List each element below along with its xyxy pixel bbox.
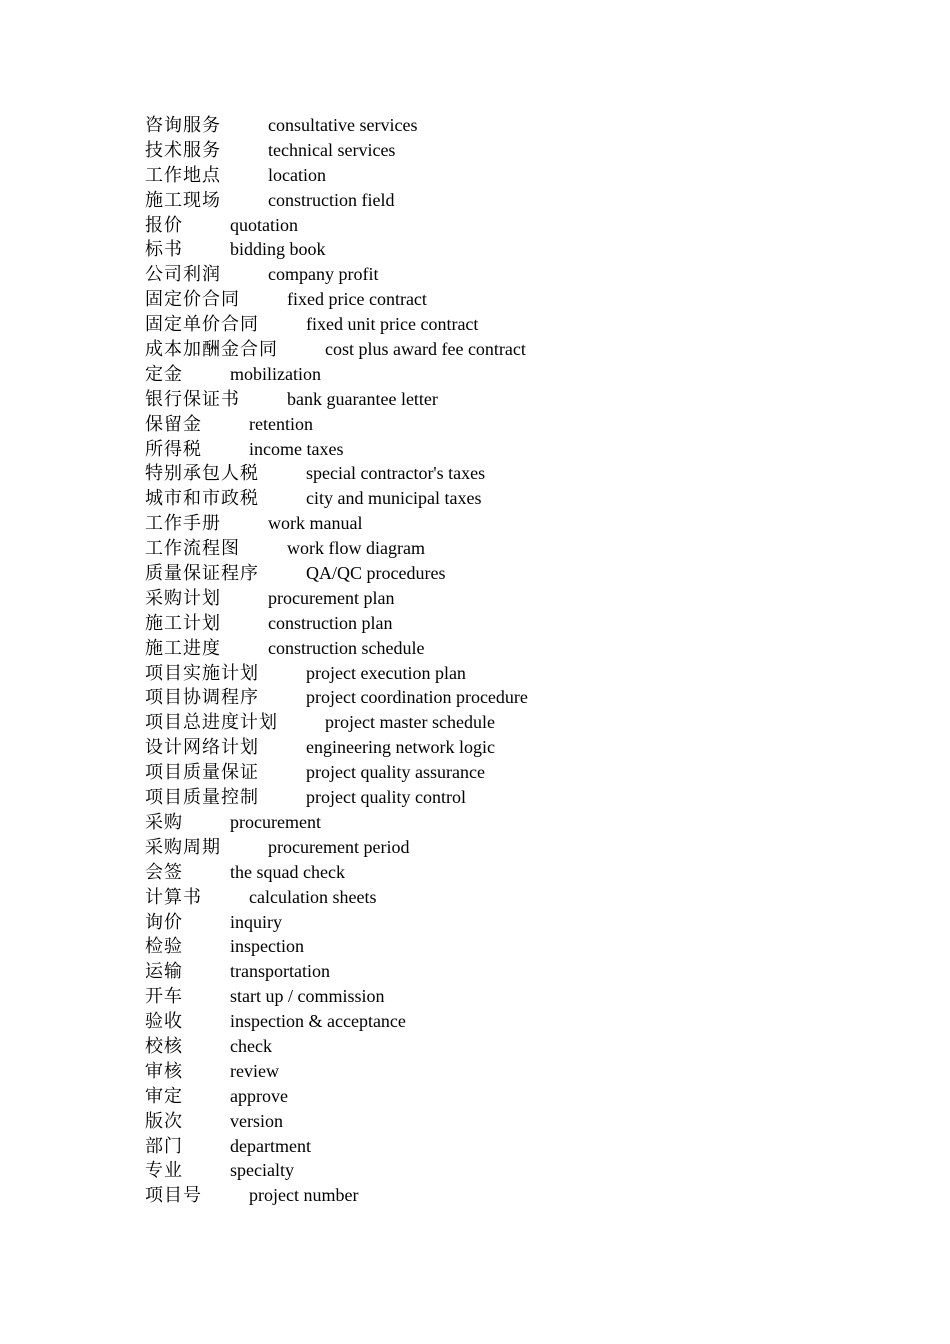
- chinese-term: 公司利润: [145, 264, 221, 286]
- english-term: mobilization: [230, 363, 321, 384]
- chinese-term: 开车: [145, 986, 183, 1008]
- glossary-entry: [145, 412, 845, 437]
- english-term: fixed unit price contract: [306, 314, 479, 335]
- glossary-entry: [145, 735, 845, 760]
- chinese-term: 技术服务: [145, 139, 221, 161]
- chinese-term: 专业: [145, 1160, 183, 1182]
- english-term: procurement plan: [268, 587, 395, 608]
- glossary-entry: [145, 163, 845, 188]
- glossary-entry: [145, 685, 845, 710]
- glossary-entry: [145, 362, 845, 387]
- english-term: project quality assurance: [306, 762, 485, 783]
- english-term: fixed price contract: [287, 289, 427, 310]
- glossary-entry: [145, 959, 845, 984]
- glossary-entry: [145, 213, 845, 238]
- english-term: technical services: [268, 139, 396, 160]
- english-term: bank guarantee letter: [287, 388, 438, 409]
- glossary-entry: [145, 486, 845, 511]
- glossary-entry: [145, 611, 845, 636]
- chinese-term: 检验: [145, 936, 183, 958]
- chinese-term: 项目协调程序: [145, 687, 259, 709]
- chinese-term: 所得税: [145, 438, 202, 460]
- chinese-term: 固定价合同: [145, 289, 240, 311]
- chinese-term: 成本加酬金合同: [145, 339, 278, 361]
- english-term: version: [230, 1110, 283, 1131]
- chinese-term: 固定单价合同: [145, 314, 259, 336]
- glossary-entry: [145, 188, 845, 213]
- glossary-entry: [145, 437, 845, 462]
- glossary-entry: [145, 1034, 845, 1059]
- english-term: construction schedule: [268, 637, 425, 658]
- english-term: location: [268, 164, 326, 185]
- english-term: procurement: [230, 811, 321, 832]
- english-term: inquiry: [230, 911, 282, 932]
- chinese-term: 报价: [145, 214, 183, 236]
- chinese-term: 施工现场: [145, 189, 221, 211]
- glossary-entry: [145, 835, 845, 860]
- chinese-term: 质量保证程序: [145, 563, 259, 585]
- chinese-term: 采购计划: [145, 587, 221, 609]
- glossary-entry: [145, 860, 845, 885]
- english-term: quotation: [230, 214, 298, 235]
- glossary-list: [145, 113, 845, 1208]
- english-term: start up / commission: [230, 986, 385, 1007]
- glossary-entry: [145, 387, 845, 412]
- english-term: project coordination procedure: [306, 687, 528, 708]
- english-term: inspection: [230, 936, 304, 957]
- glossary-entry: [145, 661, 845, 686]
- chinese-term: 采购: [145, 811, 183, 833]
- chinese-term: 校核: [145, 1035, 183, 1057]
- english-term: QA/QC procedures: [306, 563, 446, 584]
- english-term: company profit: [268, 264, 379, 285]
- english-term: specialty: [230, 1160, 294, 1181]
- english-term: project number: [249, 1185, 359, 1206]
- glossary-entry: [145, 561, 845, 586]
- glossary-entry: [145, 586, 845, 611]
- chinese-term: 审核: [145, 1060, 183, 1082]
- chinese-term: 设计网络计划: [145, 737, 259, 759]
- english-term: approve: [230, 1085, 288, 1106]
- chinese-term: 会签: [145, 861, 183, 883]
- english-term: project quality control: [306, 787, 466, 808]
- chinese-term: 项目总进度计划: [145, 712, 278, 734]
- chinese-term: 验收: [145, 1011, 183, 1033]
- chinese-term: 版次: [145, 1110, 183, 1132]
- glossary-entry: [145, 636, 845, 661]
- chinese-term: 定金: [145, 363, 183, 385]
- glossary-entry: [145, 1183, 845, 1208]
- english-term: the squad check: [230, 861, 345, 882]
- english-term: cost plus award fee contract: [325, 339, 526, 360]
- chinese-term: 采购周期: [145, 836, 221, 858]
- glossary-entry: [145, 511, 845, 536]
- glossary-entry: [145, 785, 845, 810]
- chinese-term: 计算书: [145, 886, 202, 908]
- chinese-term: 银行保证书: [145, 388, 240, 410]
- english-term: project execution plan: [306, 662, 466, 683]
- glossary-entry: [145, 312, 845, 337]
- chinese-term: 项目实施计划: [145, 662, 259, 684]
- chinese-term: 部门: [145, 1135, 183, 1157]
- glossary-entry: [145, 337, 845, 362]
- glossary-entry: [145, 810, 845, 835]
- glossary-entry: [145, 138, 845, 163]
- english-term: work flow diagram: [287, 538, 425, 559]
- chinese-term: 询价: [145, 911, 183, 933]
- english-term: department: [230, 1135, 311, 1156]
- english-term: project master schedule: [325, 712, 495, 733]
- chinese-term: 审定: [145, 1085, 183, 1107]
- chinese-term: 工作手册: [145, 513, 221, 535]
- chinese-term: 运输: [145, 961, 183, 983]
- glossary-entry: [145, 1134, 845, 1159]
- glossary-entry: [145, 536, 845, 561]
- english-term: procurement period: [268, 836, 410, 857]
- chinese-term: 特别承包人税: [145, 463, 259, 485]
- english-term: bidding book: [230, 239, 326, 260]
- english-term: special contractor's taxes: [306, 463, 486, 484]
- english-term: engineering network logic: [306, 737, 495, 758]
- glossary-entry: [145, 984, 845, 1009]
- glossary-entry: [145, 910, 845, 935]
- chinese-term: 标书: [145, 239, 183, 261]
- chinese-term: 城市和市政税: [145, 488, 259, 510]
- glossary-entry: [145, 1158, 845, 1183]
- glossary-entry: [145, 710, 845, 735]
- chinese-term: 项目质量保证: [145, 762, 259, 784]
- chinese-term: 施工计划: [145, 612, 221, 634]
- chinese-term: 保留金: [145, 413, 202, 435]
- chinese-term: 项目质量控制: [145, 787, 259, 809]
- english-term: review: [230, 1060, 279, 1081]
- glossary-entry: [145, 237, 845, 262]
- glossary-entry: [145, 1009, 845, 1034]
- glossary-entry: [145, 113, 845, 138]
- english-term: city and municipal taxes: [306, 488, 482, 509]
- english-term: construction plan: [268, 612, 393, 633]
- glossary-entry: [145, 760, 845, 785]
- chinese-term: 项目号: [145, 1185, 202, 1207]
- glossary-entry: [145, 1084, 845, 1109]
- glossary-entry: [145, 1109, 845, 1134]
- english-term: calculation sheets: [249, 886, 377, 907]
- english-term: check: [230, 1035, 272, 1056]
- english-term: income taxes: [249, 438, 344, 459]
- glossary-entry: [145, 934, 845, 959]
- english-term: transportation: [230, 961, 330, 982]
- glossary-entry: [145, 287, 845, 312]
- chinese-term: 工作流程图: [145, 538, 240, 560]
- english-term: inspection & acceptance: [230, 1011, 406, 1032]
- chinese-term: 咨询服务: [145, 115, 221, 136]
- chinese-term: 工作地点: [145, 164, 221, 186]
- english-term: work manual: [268, 513, 363, 534]
- glossary-entry: [145, 461, 845, 486]
- glossary-entry: [145, 885, 845, 910]
- chinese-term: 施工进度: [145, 637, 221, 659]
- english-term: construction field: [268, 189, 395, 210]
- english-term: retention: [249, 413, 313, 434]
- english-term: consultative services: [268, 115, 418, 135]
- glossary-entry: [145, 262, 845, 287]
- glossary-entry: [145, 1059, 845, 1084]
